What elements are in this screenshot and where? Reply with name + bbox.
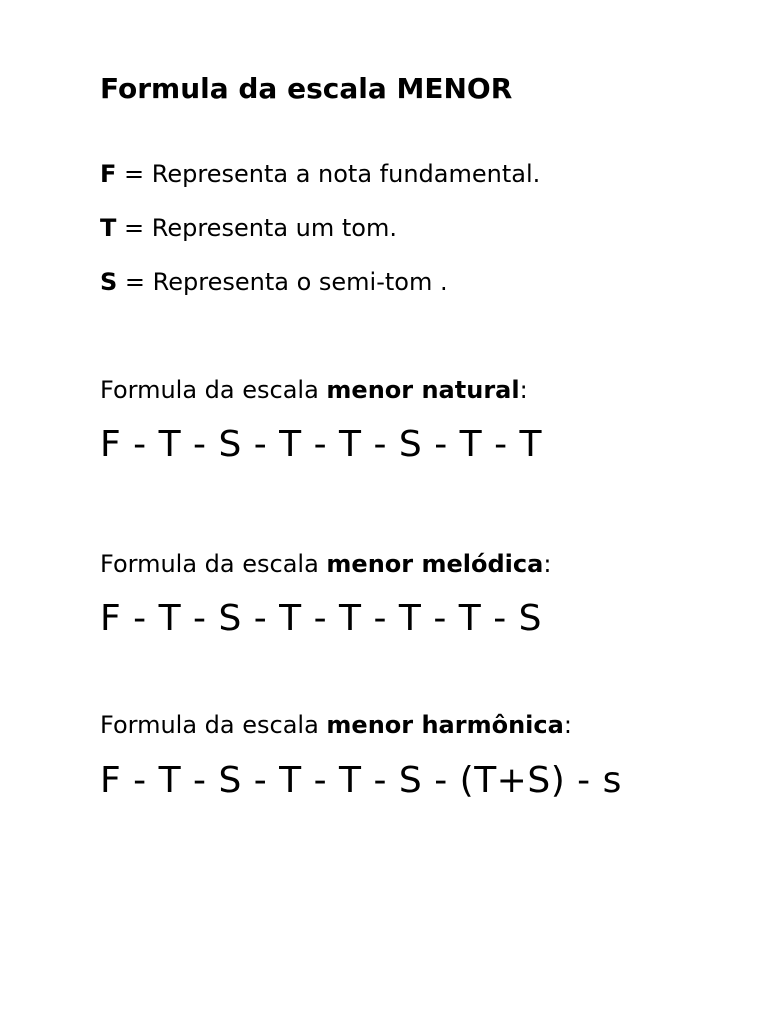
scale-formula-melodica: F - T - S - T - T - T - T - S	[100, 598, 542, 639]
legend-description: = Representa o semi-tom .	[117, 268, 448, 296]
scale-name: menor melódica	[326, 550, 544, 578]
scale-label-prefix: Formula da escala	[100, 550, 327, 578]
scale-name: menor harmônica	[326, 711, 564, 739]
scale-formula-natural: F - T - S - T - T - S - T - T	[100, 424, 542, 465]
legend-item-fundamental	[100, 160, 540, 188]
legend-description: = Representa a nota fundamental.	[116, 160, 541, 188]
scale-label-natural	[100, 376, 528, 404]
page-title: Formula da escala MENOR	[100, 72, 513, 105]
legend-symbol: T	[100, 214, 117, 242]
scale-label-melodica	[100, 550, 551, 578]
legend-symbol: S	[100, 268, 118, 296]
legend-item-tom	[100, 214, 397, 242]
scale-label-prefix: Formula da escala	[100, 376, 327, 404]
scale-label-suffix: :	[543, 550, 552, 578]
legend-description: = Representa um tom.	[116, 214, 397, 242]
scale-label-suffix: :	[563, 711, 572, 739]
scale-label-suffix: :	[519, 376, 528, 404]
legend-item-semitom	[100, 268, 448, 296]
scale-formula-harmonica: F - T - S - T - T - S - (T+S) - s	[100, 760, 622, 801]
scale-label-prefix: Formula da escala	[100, 711, 327, 739]
legend-symbol: F	[100, 160, 117, 188]
scale-name: menor natural	[326, 376, 520, 404]
scale-label-harmonica	[100, 711, 572, 739]
